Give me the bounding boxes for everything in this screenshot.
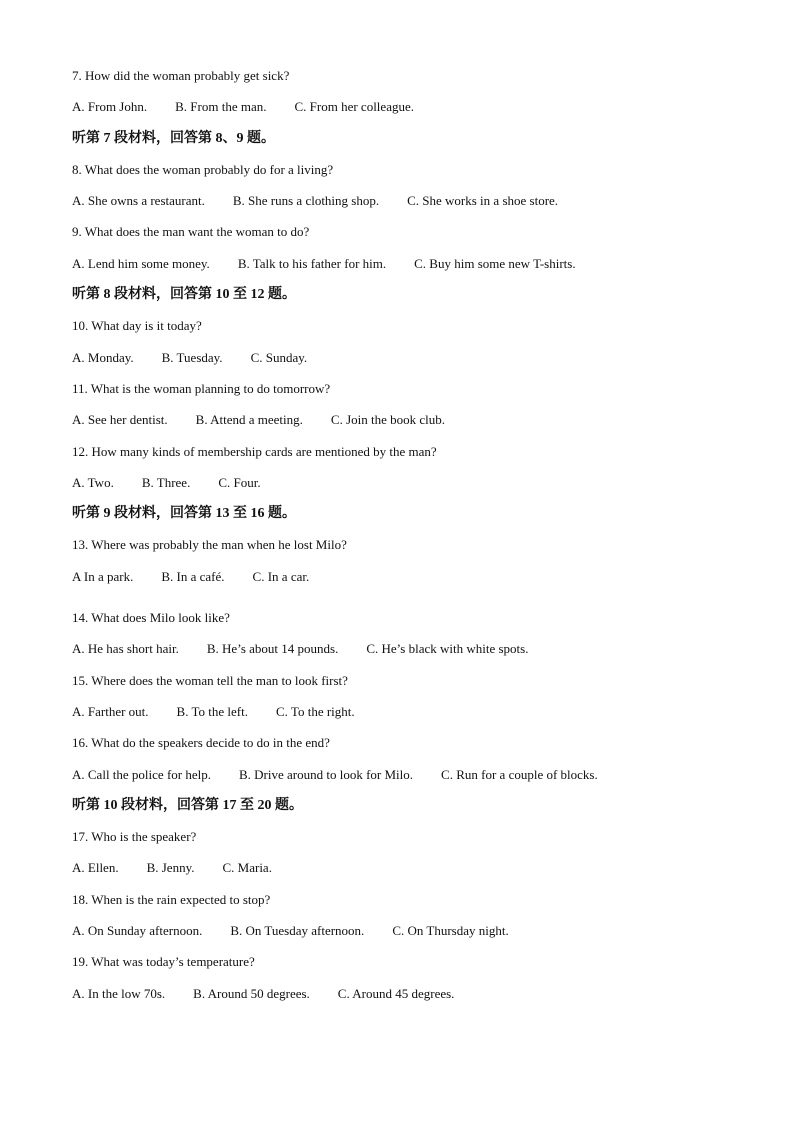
question-text: 7. How did the woman probably get sick? — [72, 68, 290, 83]
answer-option: B. He’s about 14 pounds. — [206, 641, 339, 657]
answer-options — [72, 696, 732, 727]
answer-option: B. Jenny. — [146, 860, 195, 876]
spacer — [72, 592, 732, 602]
answer-option: B. On Tuesday afternoon. — [230, 923, 365, 939]
answer-option: B. Attend a meeting. — [195, 412, 303, 428]
answer-option: A. He has short hair. — [72, 641, 179, 657]
answer-options — [72, 342, 732, 373]
answer-option: B. From the man. — [175, 99, 267, 115]
answer-option: C. Join the book club. — [330, 412, 446, 428]
answer-option: A. On Sunday afternoon. — [72, 923, 203, 939]
question-text: 14. What does Milo look like? — [72, 610, 230, 626]
answer-options — [72, 185, 732, 216]
answer-option: A. From John. — [72, 99, 148, 115]
question-text: 18. When is the rain expected to stop? — [72, 891, 271, 907]
answer-option: A. Call the police for help. — [72, 766, 211, 782]
answer-option: B. To the left. — [176, 703, 248, 719]
answer-options — [72, 978, 732, 1009]
answer-option: A. Ellen. — [72, 860, 119, 876]
answer-option: C. In a car. — [252, 568, 310, 584]
answer-options — [72, 852, 732, 883]
answer-option: C. Around 45 degrees. — [337, 985, 455, 1001]
section-header: 听第 9 段材料，回答第 13 至 16 题。 — [72, 506, 296, 522]
answer-option: A. See her dentist. — [72, 412, 168, 428]
question-text: 11. What is the woman planning to do tomorrow? — [72, 380, 331, 396]
answer-option: B. Around 50 degrees. — [193, 985, 310, 1001]
answer-option: A. Farther out. — [72, 703, 149, 719]
question-text: 8. What does the woman probably do for a living? — [72, 161, 334, 177]
answer-options — [72, 561, 732, 592]
answer-option: C. Four. — [218, 474, 261, 490]
answer-option: B. Three. — [141, 474, 191, 490]
answer-option: A. Monday. — [72, 349, 134, 365]
answer-option: B. In a café. — [161, 568, 225, 584]
answer-options — [72, 759, 732, 790]
answer-option: C. From her colleague. — [294, 99, 414, 115]
answer-option: C. Sunday. — [250, 349, 308, 365]
answer-option: C. On Thursday night. — [392, 923, 509, 939]
answer-option: A In a park. — [72, 568, 134, 584]
question-text: 13. Where was probably the man when he lost Milo? — [72, 537, 347, 553]
answer-option: B. She runs a clothing shop. — [232, 193, 380, 209]
answer-option: B. Drive around to look for Milo. — [239, 766, 414, 782]
answer-option: B. Talk to his father for him. — [237, 255, 387, 271]
answer-options — [72, 915, 732, 946]
answer-option: A. In the low 70s. — [72, 985, 166, 1001]
answer-option: C. Run for a couple of blocks. — [441, 766, 598, 782]
question-text: 19. What was today’s temperature? — [72, 954, 255, 970]
answer-option: A. She owns a restaurant. — [72, 193, 205, 209]
answer-options — [72, 404, 732, 435]
answer-option: C. He’s black with white spots. — [366, 641, 529, 657]
question-text: 9. What does the man want the woman to do? — [72, 224, 310, 240]
section-header: 听第 10 段材料，回答第 17 至 20 题。 — [72, 797, 303, 813]
answer-option: C. Buy him some new T-shirts. — [414, 255, 576, 271]
question-text: 16. What do the speakers decide to do in the end? — [72, 735, 330, 751]
exam-page — [72, 60, 732, 1009]
answer-options — [72, 248, 732, 279]
answer-option: A. Two. — [72, 474, 114, 490]
section-header: 听第 8 段材料，回答第 10 至 12 题。 — [72, 287, 296, 303]
question-text: 10. What day is it today? — [72, 318, 202, 334]
answer-options — [72, 91, 732, 122]
answer-option: B. Tuesday. — [161, 349, 223, 365]
answer-option: A. Lend him some money. — [72, 255, 210, 271]
answer-options — [72, 633, 732, 664]
question-text: 12. How many kinds of membership cards are mentioned by the man? — [72, 443, 437, 459]
answer-option: C. She works in a shoe store. — [407, 193, 559, 209]
answer-options — [72, 467, 732, 498]
question-text: 17. Who is the speaker? — [72, 829, 197, 845]
answer-option: C. To the right. — [275, 703, 355, 719]
answer-option: C. Maria. — [222, 860, 272, 876]
question-text: 15. Where does the woman tell the man to look first? — [72, 672, 348, 688]
section-header: 听第 7 段材料，回答第 8、9 题。 — [72, 130, 275, 146]
